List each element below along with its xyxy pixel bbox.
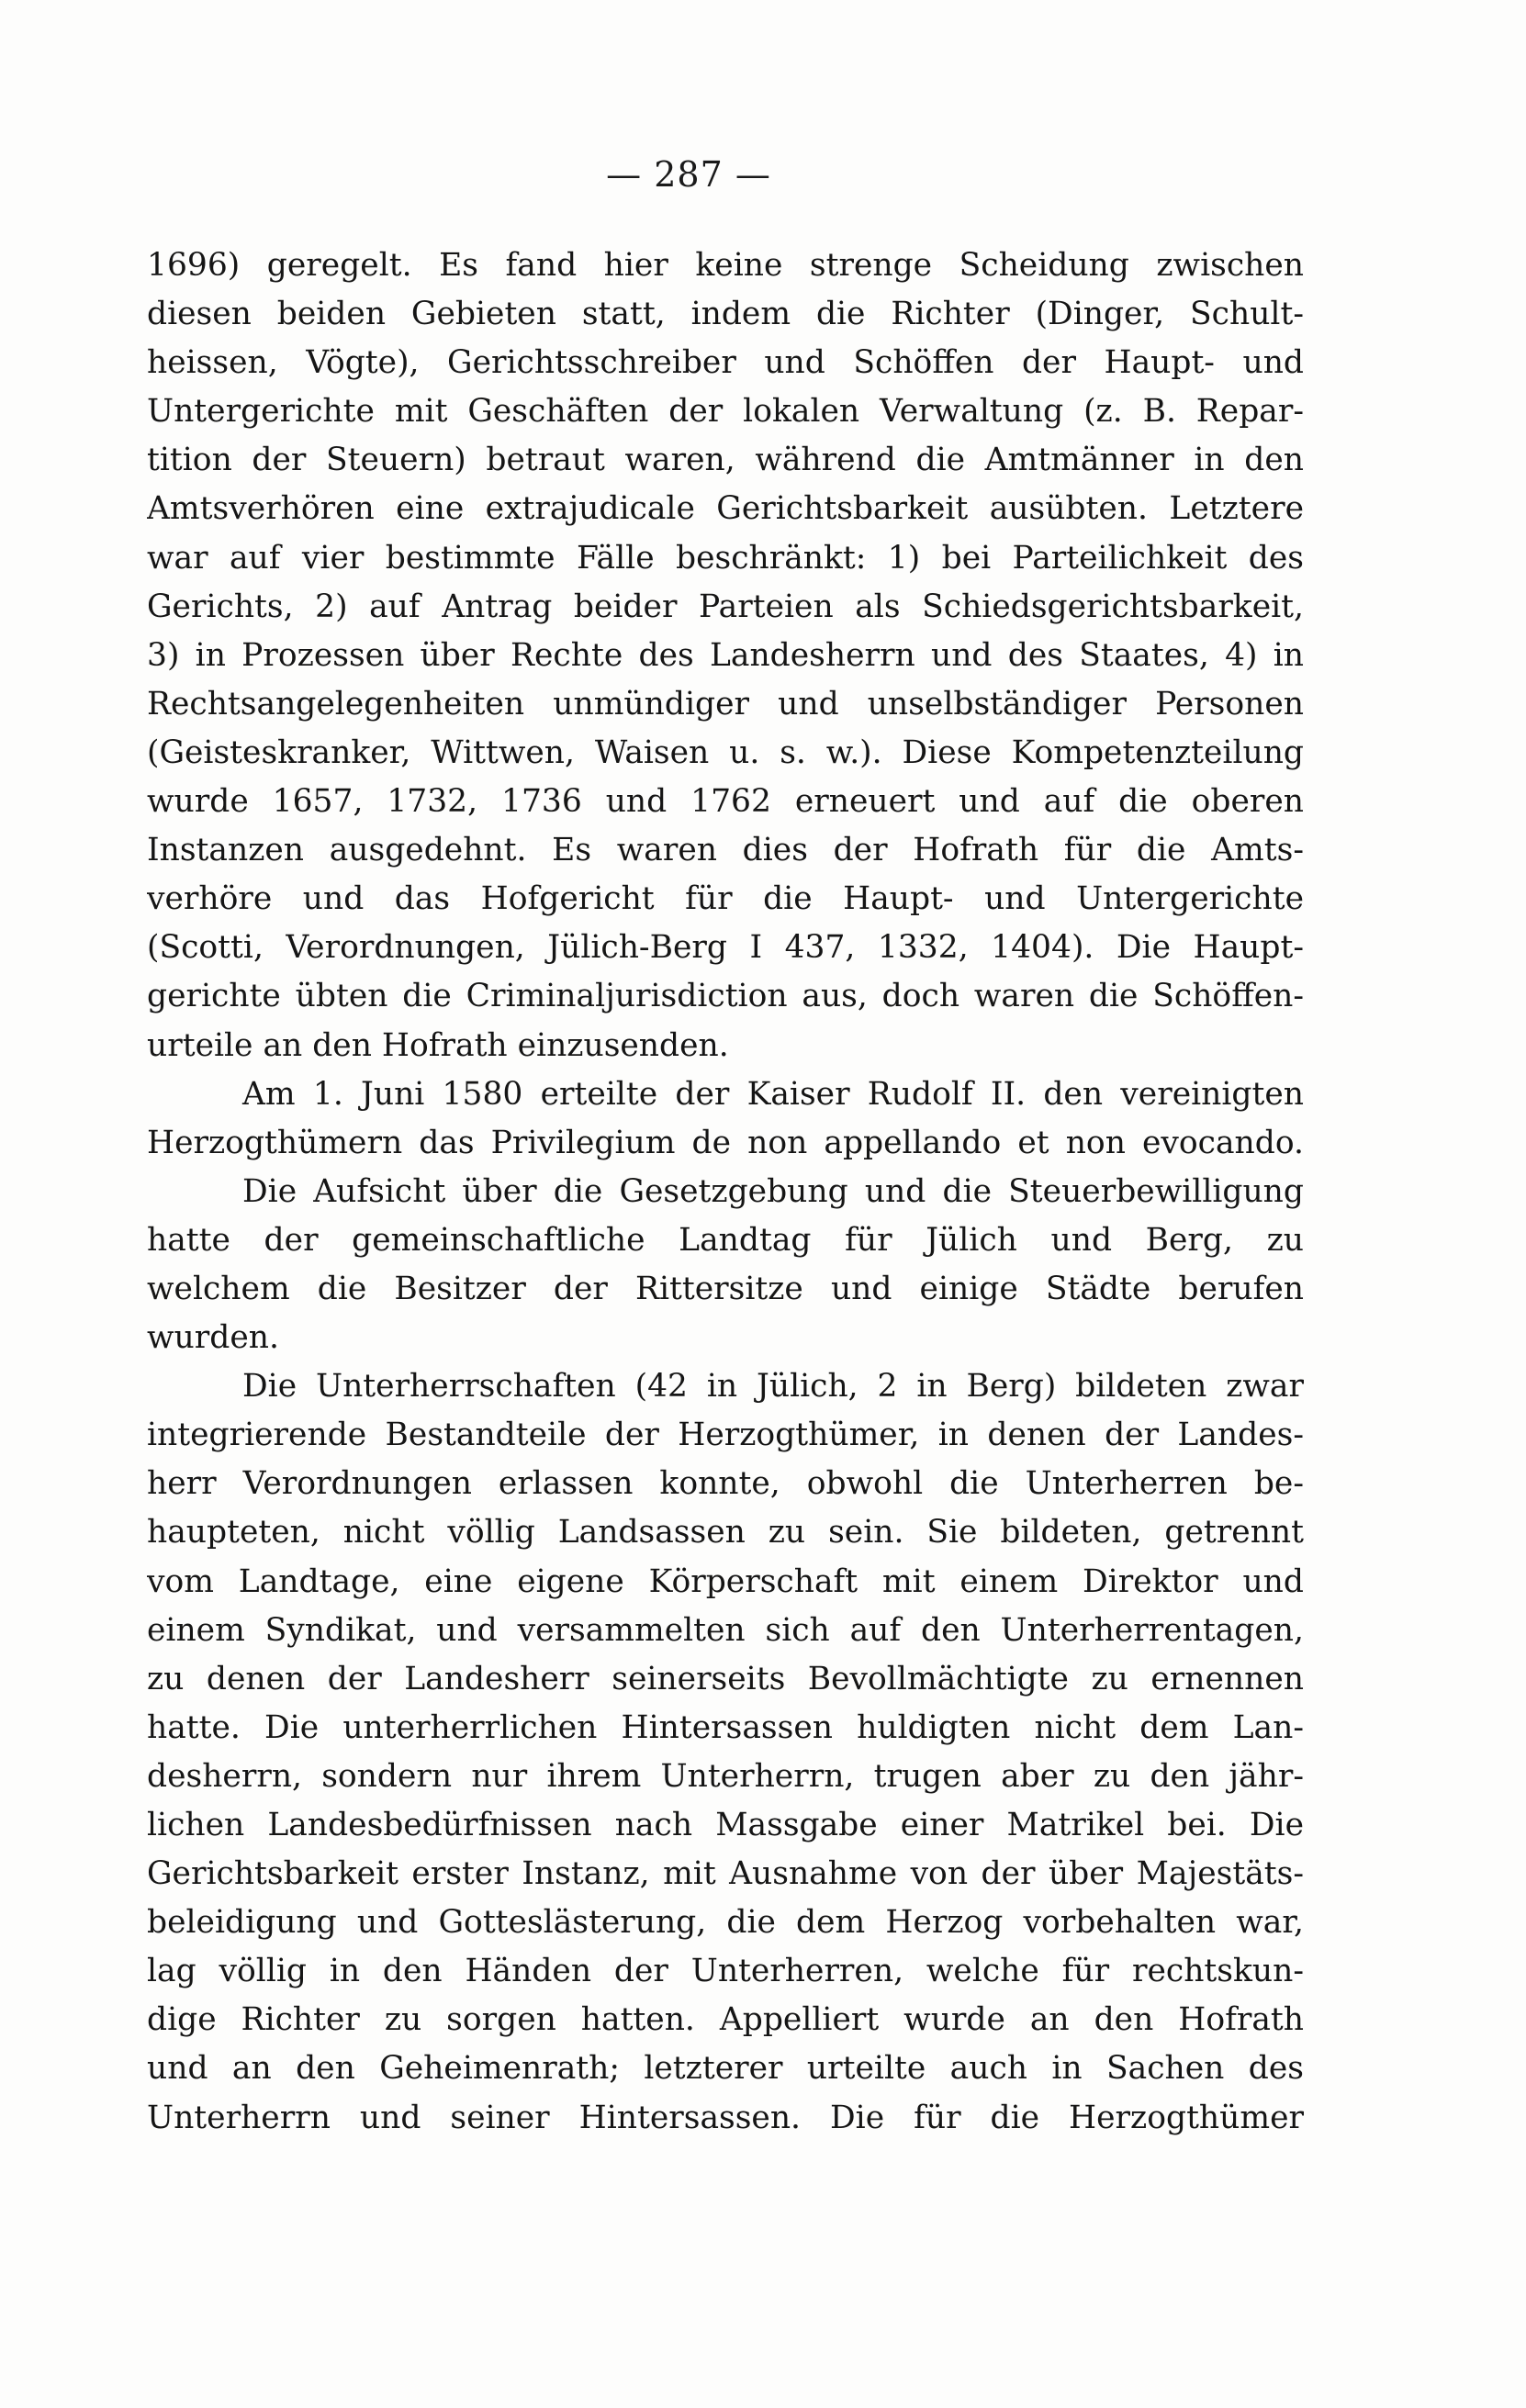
text-line: dige Richter zu sorgen hatten. Appelliert wurde an den Hofrath: [147, 2001, 1304, 2039]
text-line: Die Unterherrschaften (42 in Jülich, 2 in Berg) bildeten zwar: [242, 1368, 1304, 1406]
text-line: wurde 1657, 1732, 1736 und 1762 erneuert und auf die oberen: [147, 783, 1304, 821]
text-line: hatte der gemeinschaftliche Landtag für Jülich und Berg, zu: [147, 1221, 1304, 1259]
text-line: diesen beiden Gebieten statt, indem die Richter (Dinger, Schult-: [147, 296, 1304, 333]
text-line: und an den Geheimenrath; letzterer urteilte auch in Sachen des: [147, 2050, 1304, 2088]
text-line: Rechtsangelegenheiten unmündiger und unselbständiger Personen: [147, 685, 1304, 722]
text-line: lichen Landesbedürfnissen nach Massgabe einer Matrikel bei. Die: [147, 1807, 1304, 1843]
text-line: urteile an den Hofrath einzusenden.: [147, 1026, 729, 1064]
text-line: 3) in Prozessen über Rechte des Landesherrn und des Staates, 4) in: [147, 636, 1304, 674]
text-line: Amtsverhören eine extrajudicale Gerichtsbarkeit ausübten. Letztere: [147, 490, 1304, 528]
text-line: herr Verordnungen erlassen konnte, obwohl die Unterherren be-: [147, 1465, 1304, 1503]
text-line: verhöre und das Hofgericht für die Haupt- und Untergerichte: [147, 880, 1304, 918]
text-line: tition der Steuern) betraut waren, während die Amtmänner in den: [147, 442, 1304, 479]
text-line: Untergerichte mit Geschäften der lokalen Verwaltung (z. B. Repar-: [147, 393, 1304, 431]
text-line: war auf vier bestimmte Fälle beschränkt: 1) bei Parteilichkeit des: [147, 539, 1304, 577]
text-line: (Geisteskranker, Wittwen, Waisen u. s. w.). Diese Kompetenzteilung: [147, 734, 1304, 771]
text-line: (Scotti, Verordnungen, Jülich-Berg I 437, 1332, 1404). Die Haupt-: [147, 929, 1304, 967]
text-line: Gerichts, 2) auf Antrag beider Parteien als Schiedsgerichtsbarkeit,: [147, 588, 1304, 625]
text-line: integrierende Bestandteile der Herzogthümer, in denen der Landes-: [147, 1417, 1304, 1454]
text-line: Am 1. Juni 1580 erteilte der Kaiser Rudolf II. den vereinigten: [242, 1075, 1304, 1113]
text-line: desherrn, sondern nur ihrem Unterherrn, trugen aber zu den jähr-: [147, 1757, 1304, 1795]
text-line: hatte. Die unterherrlichen Hintersassen huldigten nicht dem Lan-: [147, 1708, 1304, 1746]
text-line: 1696) geregelt. Es fand hier keine strenge Scheidung zwischen: [147, 247, 1304, 284]
text-line: lag völlig in den Händen der Unterherren, welche für rechtskun-: [147, 1953, 1304, 1990]
text-line: Herzogthümern das Privilegium de non appellando et non evocando.: [147, 1124, 1304, 1161]
text-line: haupteten, nicht völlig Landsassen zu sein. Sie bildeten, getrennt: [147, 1514, 1304, 1551]
text-line: gerichte übten die Criminaljurisdiction aus, doch waren die Schöffen-: [147, 978, 1304, 1015]
text-line: Die Aufsicht über die Gesetzgebung und die Steuerbewilligung: [242, 1172, 1304, 1210]
text-line: Unterherrn und seiner Hintersassen. Die für die Herzogthümer: [147, 2099, 1304, 2136]
text-line: welchem die Besitzer der Rittersitze und einige Städte berufen: [147, 1270, 1304, 1307]
text-line: wurden.: [147, 1319, 279, 1357]
text-line: Instanzen ausgedehnt. Es waren dies der Hofrath für die Amts-: [147, 832, 1304, 869]
text-line: zu denen der Landesherr seinerseits Bevollmächtigte zu ernennen: [147, 1660, 1304, 1697]
text-line: einem Syndikat, und versammelten sich auf den Unterherrentagen,: [147, 1611, 1304, 1649]
paragraph-4: [147, 1362, 1304, 2143]
body-text: [147, 241, 1304, 2143]
text-line: beleidigung und Gotteslästerung, die dem Herzog vorbehalten war,: [147, 1904, 1304, 1942]
paragraph-2: [147, 1070, 1304, 1168]
text-line: Gerichtsbarkeit erster Instanz, mit Ausnahme von der über Majestäts-: [147, 1855, 1304, 1893]
page-number: — 287 —: [606, 154, 771, 195]
paragraph-1: [147, 241, 1304, 1070]
text-line: vom Landtage, eine eigene Körperschaft mit einem Direktor und: [147, 1562, 1304, 1600]
text-line: heissen, Vögte), Gerichtsschreiber und Schöffen der Haupt- und: [147, 344, 1304, 382]
paragraph-3: [147, 1168, 1304, 1362]
